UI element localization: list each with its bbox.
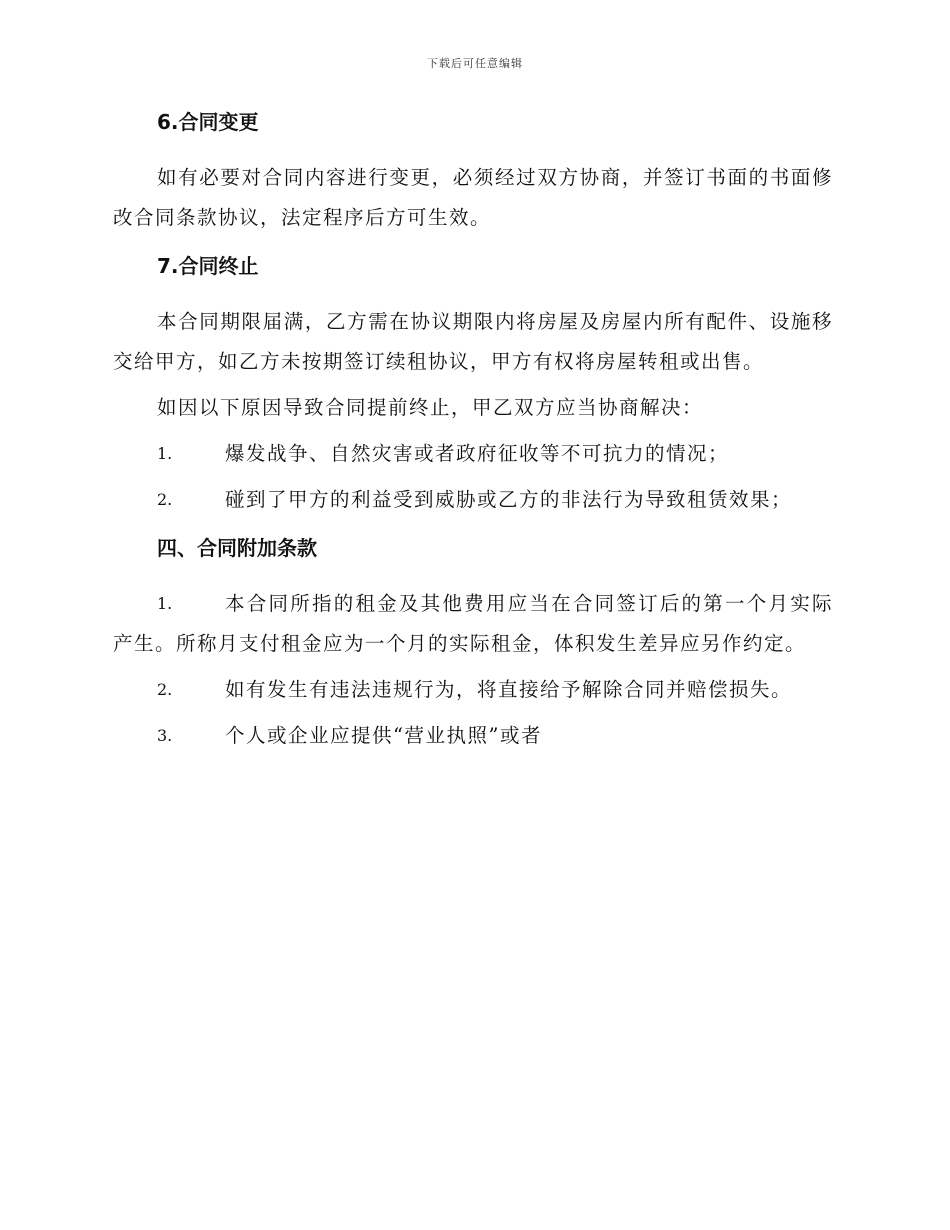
- list-item-number: 2.: [157, 490, 173, 509]
- list-item: [113, 434, 833, 474]
- paragraph-early-termination: 如因以下原因导致合同提前终止，甲乙双方应当协商解决：: [157, 396, 704, 419]
- list-item: [113, 584, 833, 664]
- list-item: [113, 716, 833, 756]
- paragraph-contract-change: 如有必要对合同内容进行变更，必须经过双方协商，并签订书面的书面修改合同条款协议，法定程序后方可生效。: [113, 166, 833, 229]
- list-item-text: 如有发生有违法违规行为，将直接给予解除合同并赔偿损失。: [225, 678, 793, 701]
- list-item-text: 爆发战争、自然灾害或者政府征收等不可抗力的情况；: [225, 442, 730, 465]
- page-header-note: 下载后可任意编辑: [427, 57, 523, 70]
- list-item-number: 1.: [157, 444, 173, 463]
- section-heading-additional-terms: 四、合同附加条款: [157, 536, 317, 560]
- list-item: [113, 480, 833, 520]
- paragraph-termination-expiry: 本合同期限届满，乙方需在协议期限内将房屋及房屋内所有配件、设施移交给甲方，如乙方未按期签订续租协议，甲方有权将房屋转租或出售。: [113, 310, 833, 373]
- list-item-number: 3.: [157, 726, 173, 745]
- list-item-number: 1.: [157, 594, 173, 613]
- section-heading-contract-change: 6.合同变更: [157, 110, 259, 134]
- list-item-text: 本合同所指的租金及其他费用应当在合同签订后的第一个月实际产生。所称月支付租金应为一个月的实际租金，体积发生差异应另作约定。: [113, 592, 833, 655]
- list-item-text: 个人或企业应提供“营业执照”或者: [225, 724, 542, 747]
- list-item-number: 2.: [157, 680, 173, 699]
- section-heading-contract-termination: 7.合同终止: [157, 254, 259, 278]
- document-body: [113, 108, 833, 756]
- list-item: [113, 670, 833, 710]
- list-item-text: 碰到了甲方的利益受到威胁或乙方的非法行为导致租赁效果；: [225, 488, 793, 511]
